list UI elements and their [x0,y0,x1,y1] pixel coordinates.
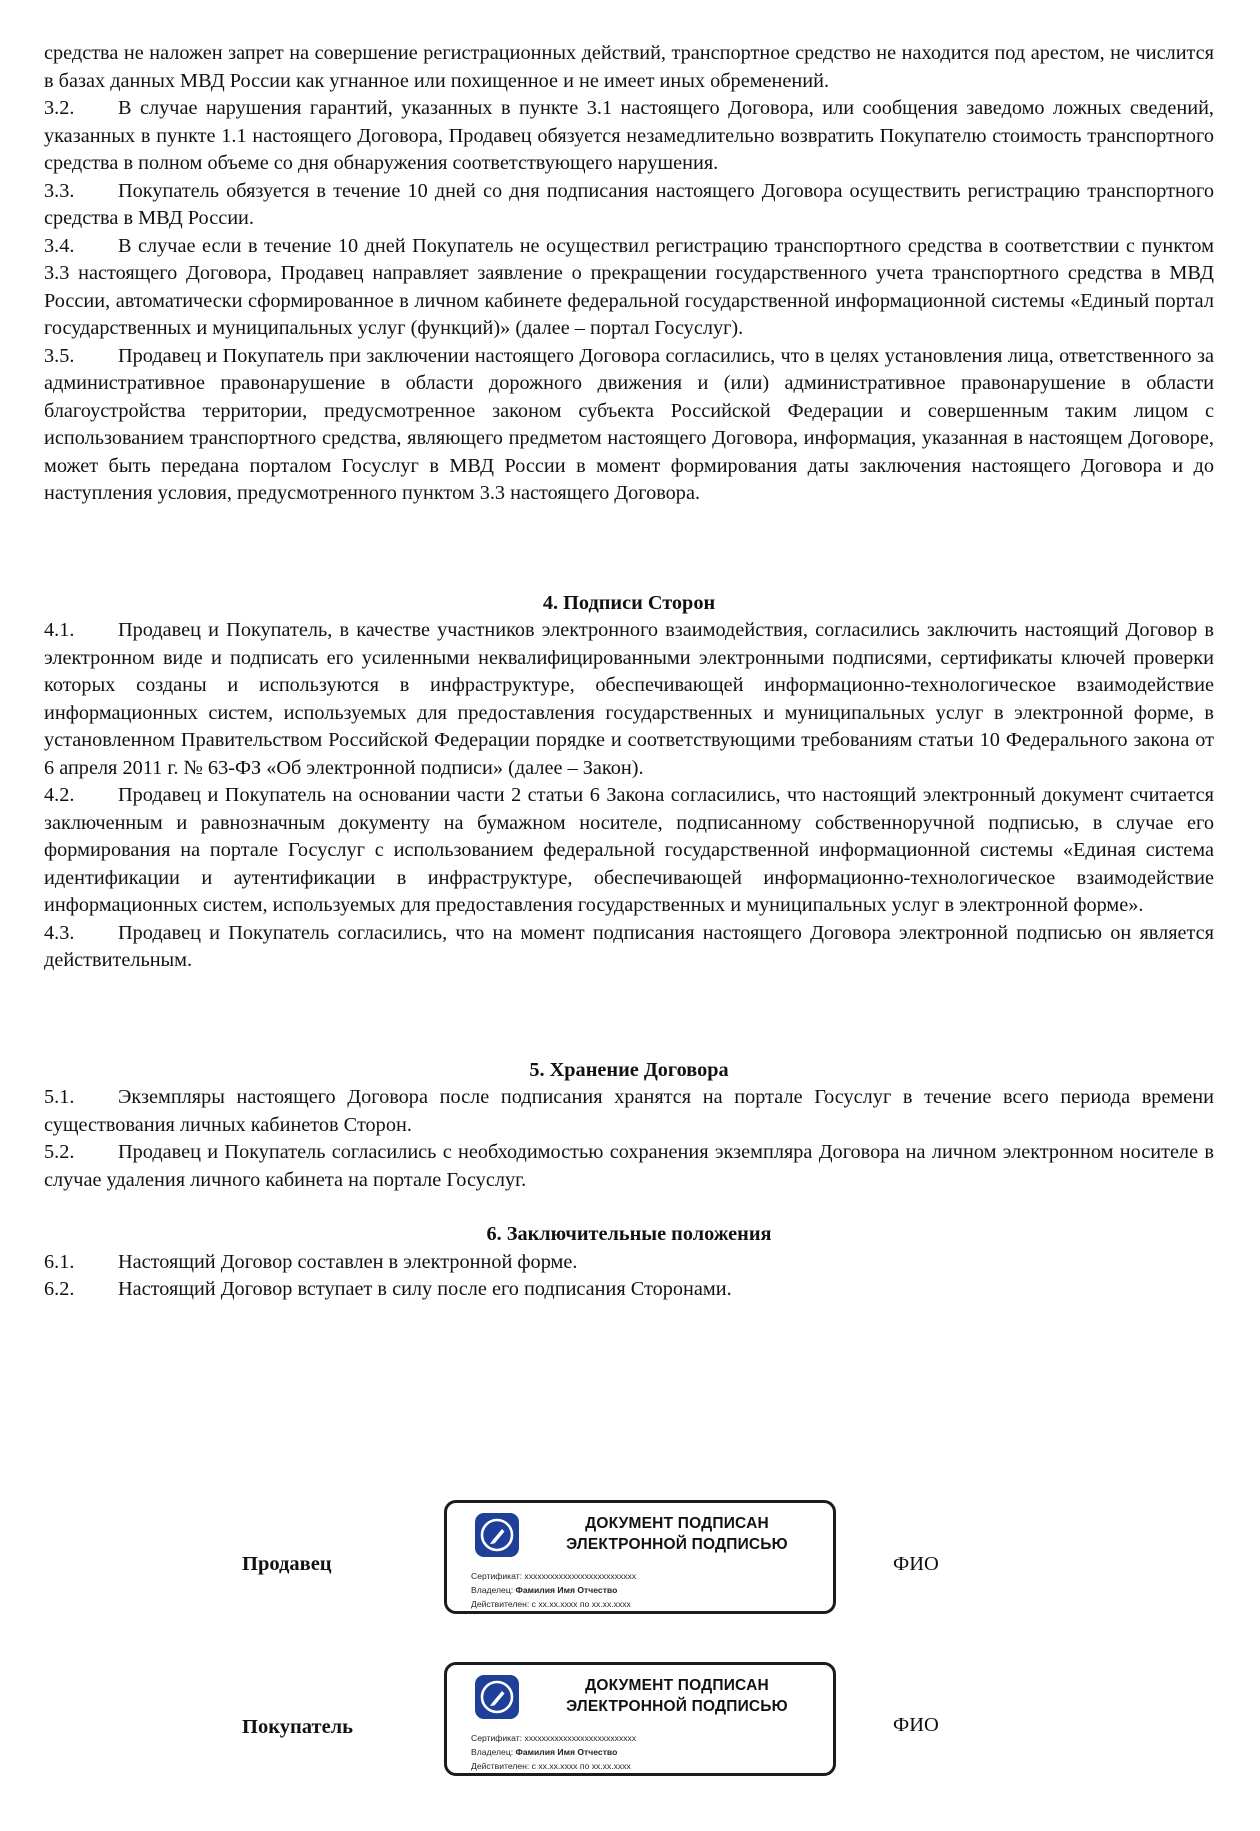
clause-text: Продавец и Покупатель при заключении настоящего Договора согласились, что в целях установления лица, ответственного за административное правонарушение в области дорожного движения и (или) административное правонарушение в области благоустройства территории, предусмотренное законом субъекта Российской Федерации и совершенным таким лицом с использованием транспортного средства, являющего предметом настоящего Договора, информация, указанная в настоящем Договоре, может быть передана порталом Госуслуг в МВД России в момент формирования даты заключения настоящего Договора и до наступления условия, предусмотренного пунктом 3.3 настоящего Договора. [44,344,1214,504]
stamp-validity: Действителен: с xx.xx.xxxx по xx.xx.xxxx [471,1599,631,1609]
clause-text: Продавец и Покупатель согласились с необходимостью сохранения экземпляра Договора на личном электронном носителе в случае удаления личного кабинета на портале Госуслуг. [44,1141,1214,1191]
seller-signature-stamp [444,1500,836,1614]
clause-6-2 [44,1276,1214,1304]
clause-number: 6.2. [44,1278,75,1300]
stamp-owner-value: Фамилия Имя Отчество [515,1585,618,1595]
stamp-owner [471,1745,636,1759]
buyer-fio: ФИО [893,1714,939,1736]
buyer-label: Покупатель [242,1716,354,1738]
stamp-certificate: Сертификат: xxxxxxxxxxxxxxxxxxxxxxxxxx [471,1733,637,1743]
clause-5-1 [44,1084,1214,1139]
clause-text: Экземпляры настоящего Договора после подписания хранятся на портале Госуслуг в течение всего периода времени существования личных кабинетов Сторон. [44,1086,1214,1136]
clause-number: 6.1. [44,1250,75,1273]
clause-text: В случае если в течение 10 дней Покупатель не осуществил регистрацию транспортного средства в соответствии с пунктом 3.3 настоящего Договора, Продавец направляет заявление о прекращении государственного учета транспортного средства в МВД России, автоматически сформированное в личном кабинете федеральной государственной информационной системы «Единый портал государственных и муниципальных услуг (функций)» (далее – портал Госуслуг). [44,234,1214,339]
stamp-title-line2: ЭЛЕКТРОННОЙ ПОДПИСЬЮ [566,1698,788,1715]
clause-number: 4.2. [44,784,75,806]
clause-4-3 [44,920,1214,975]
stamp-validity: Действителен: с xx.xx.xxxx по xx.xx.xxxx [471,1761,631,1771]
clause-6-1 [44,1249,1214,1277]
signature-pen-icon [475,1675,519,1719]
clause-3-4 [44,233,1214,343]
stamp-title-line2: ЭЛЕКТРОННОЙ ПОДПИСЬЮ [566,1536,788,1553]
clause-number: 3.4. [44,234,75,257]
clause-3-5 [44,343,1214,508]
section-4-heading: 4. Подписи Сторон [542,591,716,614]
clause-text: Настоящий Договор составлен в электронной форме. [118,1250,578,1273]
clause-text: Продавец и Покупатель, в качестве участников электронного взаимодействия, согласились заключить настоящий Договор в электронном виде и подписать его усиленными неквалифицированными электронными подписями, сертификаты ключей проверки которых созданы и используются в инфраструктуре, обеспечивающей информационно-технологическое взаимодействие информационных систем, используемых для предоставления государственных и муниципальных услуг в электронной форме, в установленном Правительством Российской Федерации порядке и соответствующими требованиям статьи 10 Федерального закона от 6 апреля 2011 г. № 63-ФЗ «Об электронной подписи» (далее – Закон). [44,619,1214,779]
document-page [44,40,1214,1304]
clause-3-2 [44,95,1214,178]
clause-5-2 [44,1139,1214,1194]
clause-text: Покупатель обязуется в течение 10 дней со дня подписания настоящего Договора осуществить регистрацию транспортного средства в МВД России. [44,179,1214,229]
stamp-details [471,1731,636,1773]
buyer-signature-stamp [444,1662,836,1776]
clause-text: В случае нарушения гарантий, указанных в пункте 3.1 настоящего Договора, или сообщения заведомо ложных сведений, указанных в пункте 1.1 настоящего Договора, Продавец обязуется незамедлительно возвратить Покупателю стоимость транспортного средства в полном объеме со дня обнаружения соответствующего нарушения. [44,97,1214,174]
clause-number: 4.3. [44,921,75,944]
seller-label: Продавец [242,1553,332,1575]
clause-3-3 [44,178,1214,233]
clause-number: 5.2. [44,1141,75,1163]
clause-text: Продавец и Покупатель на основании части 2 статьи 6 Закона согласились, что настоящий электронный документ считается заключенным и равнозначным документу на бумажном носителе, подписанному собственноручной подписью, в случае его формирования на портале Госуслуг с использованием федеральной государственной информационной системы «Единая система идентификации и аутентификации в инфраструктуре, обеспечивающей информационно-технологическое взаимодействие информационных систем, используемых для предоставления государственных и муниципальных услуг в электронной форме». [44,784,1214,916]
stamp-owner-label: Владелец: [471,1585,514,1595]
clause-number: 3.2. [44,97,75,119]
clause-text: Продавец и Покупатель согласились, что на момент подписания настоящего Договора электронной подписью он является действительным. [44,921,1214,971]
stamp-title-line1: ДОКУМЕНТ ПОДПИСАН [585,1515,769,1532]
stamp-certificate: Сертификат: xxxxxxxxxxxxxxxxxxxxxxxxxx [471,1571,637,1581]
clause-number: 5.1. [44,1086,75,1108]
stamp-title-line1: ДОКУМЕНТ ПОДПИСАН [585,1677,769,1694]
seller-fio: ФИО [893,1553,939,1575]
clause-4-2 [44,782,1214,920]
intro-paragraph: средства не наложен запрет на совершение регистрационных действий, транспортное средство не находится под арестом, не числится в базах данных МВД России как угнанное или похищенное и не имеет иных обременений. [44,42,1214,92]
clause-4-1 [44,617,1214,782]
section-5-heading: 5. Хранение Договора [529,1058,729,1081]
signature-pen-icon [475,1513,519,1557]
stamp-title [527,1513,827,1555]
stamp-owner [471,1583,636,1597]
clause-number: 3.5. [44,344,75,367]
clause-text: Настоящий Договор вступает в силу после его подписания Сторонами. [118,1278,732,1300]
clause-number: 3.3. [44,179,75,202]
stamp-details [471,1569,636,1611]
stamp-owner-value: Фамилия Имя Отчество [515,1747,618,1757]
clause-number: 4.1. [44,619,75,641]
stamp-owner-label: Владелец: [471,1747,514,1757]
stamp-title [527,1675,827,1717]
section-6-heading: 6. Заключительные положения [486,1223,772,1245]
